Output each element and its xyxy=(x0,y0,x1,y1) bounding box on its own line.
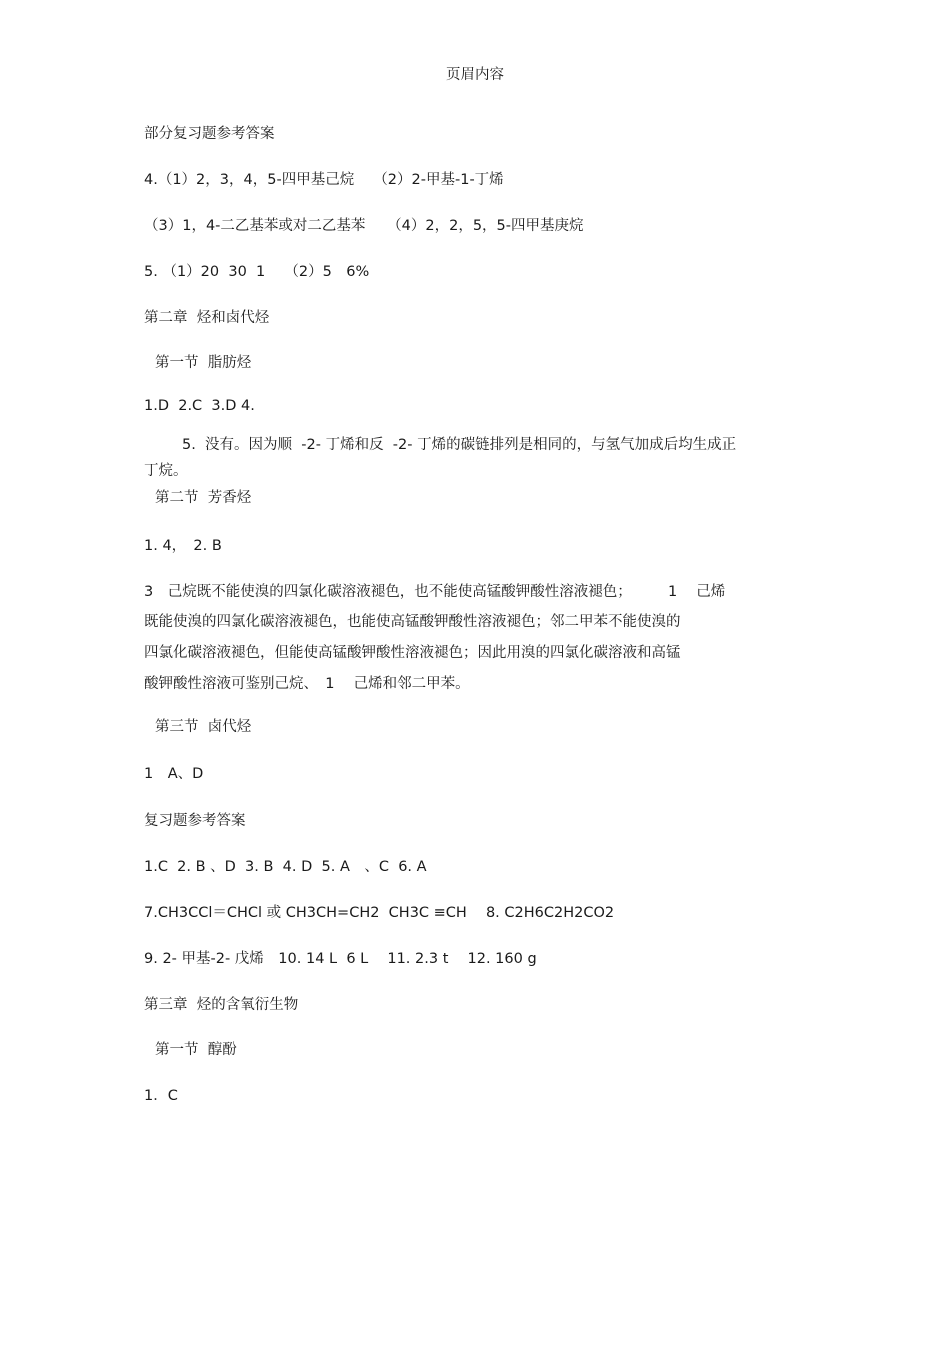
section-heading: 第一节 脂肪烃 xyxy=(155,355,252,371)
answer-line: 5. 没有。因为顺 -2- 丁烯和反 -2- 丁烯的碳链排列是相同的，与氢气加成后均生成正 xyxy=(182,437,737,453)
answer-line: 1. 4， 2. B xyxy=(144,538,222,554)
chapter-heading: 第二章 烃和卤代烃 xyxy=(144,310,270,326)
section-heading: 第三节 卤代烃 xyxy=(155,719,252,735)
answer-line: 3 己烷既不能使溴的四氯化碳溶液褪色，也不能使高锰酸钾酸性溶液褪色； 1 己烯 xyxy=(144,584,726,600)
answer-line: 既能使溴的四氯化碳溶液褪色，也能使高锰酸钾酸性溶液褪色；邻二甲苯不能使溴的 xyxy=(144,614,681,630)
answer-line: 4.（1）2，3，4，5-四甲基己烷 （2）2-甲基-1-丁烯 xyxy=(144,172,504,188)
answer-line: 5. （1）20 30 1 （2）5 6% xyxy=(144,264,370,280)
section-heading: 第二节 芳香烃 xyxy=(155,490,252,506)
answer-line: 1 A、D xyxy=(144,766,204,782)
answer-line: 1.C 2. B 、D 3. B 4. D 5. A 、C 6. A xyxy=(144,859,427,875)
answer-line: 1.D 2.C 3.D 4. xyxy=(144,398,255,414)
section-title: 复习题参考答案 xyxy=(144,813,246,829)
section-heading: 第一节 醇酚 xyxy=(155,1042,237,1058)
answer-line: 7.CH3CCl＝CHCl 或 CH3CH=CH2 CH3C ≡CH 8. C2H6C2H2CO2 xyxy=(144,905,615,921)
answer-line: 丁烷。 xyxy=(144,463,188,479)
answer-line: 1．C xyxy=(144,1088,178,1104)
chapter-heading: 第三章 烃的含氧衍生物 xyxy=(144,997,299,1013)
section-title: 部分复习题参考答案 xyxy=(144,126,275,142)
page-header: 页眉内容 xyxy=(446,67,504,83)
answer-line: （3）1，4-二乙基苯或对二乙基苯 （4）2，2，5，5-四甲基庚烷 xyxy=(144,218,584,234)
answer-line: 四氯化碳溶液褪色，但能使高锰酸钾酸性溶液褪色；因此用溴的四氯化碳溶液和高锰 xyxy=(144,645,681,661)
answer-line: 9. 2- 甲基-2- 戊烯 10. 14 L 6 L 11. 2.3 t 12. 160 g xyxy=(144,951,537,967)
answer-line: 酸钾酸性溶液可鉴别己烷、 1 己烯和邻二甲苯。 xyxy=(144,676,470,692)
